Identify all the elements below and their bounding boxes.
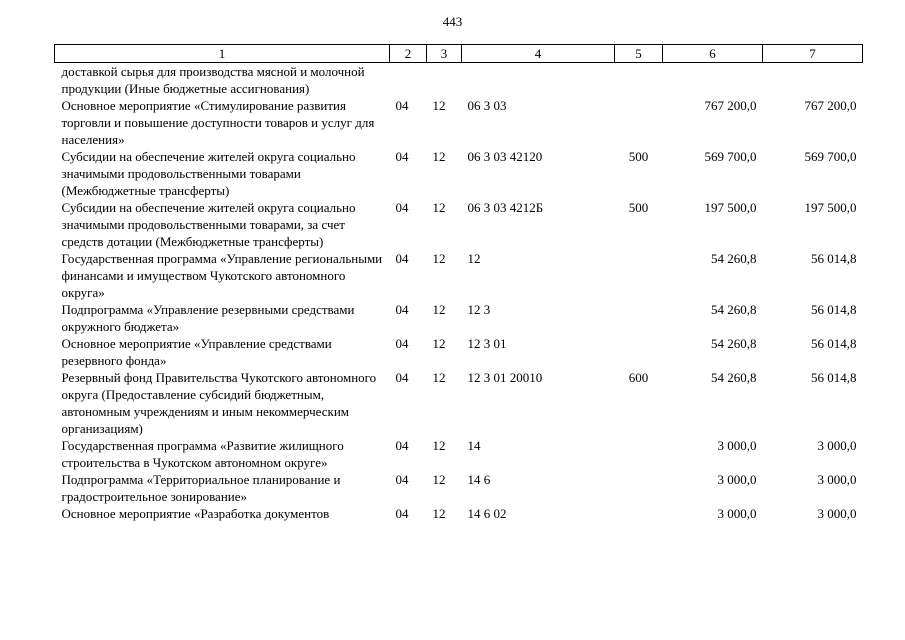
cell-amount2: 56 014,8 [811, 336, 857, 351]
cell-vtype: 600 [628, 370, 649, 385]
cell-subsection: 12 [432, 472, 446, 487]
cell-vtype [615, 97, 663, 148]
cell-vtype [615, 63, 663, 98]
cell-section: 04 [395, 98, 409, 113]
cell-amount1: 569 700,0 [704, 149, 757, 164]
cell-target: 12 [467, 251, 481, 266]
cell-subsection: 12 [432, 302, 446, 317]
cell-amount1: 54 260,8 [711, 251, 757, 266]
cell-amount2: 197 500,0 [804, 200, 857, 215]
cell-section: 04 [395, 370, 409, 385]
cell-amount2: 767 200,0 [804, 98, 857, 113]
cell-name: доставкой сырья для производства мясной и молочной продукции (Иные бюджетные ассигнования) [61, 64, 365, 96]
cell-vtype [615, 335, 663, 369]
table-body [55, 63, 863, 523]
cell-subsection: 12 [432, 438, 446, 453]
cell-name: Основное мероприятие «Стимулирование развития торговли и повышение доступности товаров и услуг для населения» [61, 98, 375, 147]
budget-table [54, 44, 863, 522]
cell-target: 06 3 03 [467, 98, 507, 113]
cell-amount2: 3 000,0 [817, 438, 857, 453]
cell-section: 04 [395, 200, 409, 215]
cell-vtype [615, 250, 663, 301]
cell-target: 14 6 [467, 472, 491, 487]
table-row [55, 437, 863, 471]
cell-amount1: 767 200,0 [704, 98, 757, 113]
cell-subsection: 12 [432, 200, 446, 215]
header-col-amount1: 6 [663, 45, 763, 63]
cell-subsection: 12 [432, 336, 446, 351]
cell-amount2: 3 000,0 [817, 506, 857, 521]
cell-section: 04 [395, 251, 409, 266]
cell-vtype [615, 505, 663, 522]
cell-amount2: 56 014,8 [811, 370, 857, 385]
cell-name: Субсидии на обеспечение жителей округа социально значимыми продовольственными товарами (Межбюджетные трансферты) [61, 149, 356, 198]
cell-subsection: 12 [432, 370, 446, 385]
table-row [55, 369, 863, 437]
cell-name: Государственная программа «Развитие жилищного строительства в Чукотском автономном округе» [61, 438, 344, 470]
cell-vtype: 500 [628, 149, 649, 164]
cell-amount1: 54 260,8 [711, 370, 757, 385]
cell-target: 06 3 03 42120 [467, 149, 543, 164]
cell-amount1: 54 260,8 [711, 336, 757, 351]
cell-amount1: 3 000,0 [717, 472, 757, 487]
cell-section: 04 [395, 506, 409, 521]
cell-subsection: 12 [432, 98, 446, 113]
cell-name: Резервный фонд Правительства Чукотского автономного округа (Предоставление субсидий бюджетным, автономным учреждениям и иным некоммерческим организациям) [61, 370, 377, 436]
cell-name: Государственная программа «Управление региональными финансами и имуществом Чукотского автономного округа» [61, 251, 383, 300]
cell-section: 04 [395, 149, 409, 164]
cell-amount2: 56 014,8 [811, 251, 857, 266]
cell-vtype [615, 301, 663, 335]
table-row [55, 250, 863, 301]
cell-amount1: 54 260,8 [711, 302, 757, 317]
cell-section: 04 [395, 472, 409, 487]
cell-target: 12 3 01 20010 [467, 370, 543, 385]
cell-subsection: 12 [432, 149, 446, 164]
cell-subsection: 12 [432, 251, 446, 266]
cell-target: 14 [467, 438, 481, 453]
cell-target: 12 3 [467, 302, 491, 317]
cell-amount1: 197 500,0 [704, 200, 757, 215]
cell-name: Основное мероприятие «Управление средствами резервного фонда» [61, 336, 332, 368]
cell-target: 14 6 02 [467, 506, 507, 521]
cell-name: Подпрограмма «Территориальное планирование и градостроительное зонирование» [61, 472, 341, 504]
header-col-target: 4 [462, 45, 615, 63]
table-row [55, 335, 863, 369]
cell-subsection: 12 [432, 506, 446, 521]
table-row [55, 199, 863, 250]
page-number: 443 [442, 14, 463, 29]
table-row [55, 505, 863, 522]
table-row [55, 471, 863, 505]
cell-name: Субсидии на обеспечение жителей округа социально значимыми продовольственными товарами, за счет средств дотации (Межбюджетные трансферты) [61, 200, 356, 249]
cell-target: 06 3 03 4212Б [467, 200, 544, 215]
cell-section: 04 [395, 336, 409, 351]
header-row [55, 45, 863, 63]
cell-amount1: 3 000,0 [717, 438, 757, 453]
cell-target [462, 63, 615, 98]
cell-subsection [427, 63, 462, 98]
table-header [55, 45, 863, 63]
cell-section: 04 [395, 302, 409, 317]
table-row [55, 97, 863, 148]
cell-amount2: 569 700,0 [804, 149, 857, 164]
header-col-section: 2 [390, 45, 427, 63]
table-row [55, 301, 863, 335]
cell-name: Основное мероприятие «Разработка документов [61, 506, 330, 521]
cell-vtype: 500 [628, 200, 649, 215]
cell-amount1: 3 000,0 [717, 506, 757, 521]
cell-section [390, 63, 427, 98]
cell-vtype [615, 471, 663, 505]
header-col-subsection: 3 [427, 45, 462, 63]
header-col-amount2: 7 [763, 45, 863, 63]
cell-target: 12 3 01 [467, 336, 507, 351]
table-row [55, 148, 863, 199]
header-col-vtype: 5 [615, 45, 663, 63]
cell-vtype [615, 437, 663, 471]
cell-amount2: 56 014,8 [811, 302, 857, 317]
cell-name: Подпрограмма «Управление резервными средствами окружного бюджета» [61, 302, 355, 334]
cell-amount2 [763, 63, 863, 98]
cell-amount2: 3 000,0 [817, 472, 857, 487]
cell-section: 04 [395, 438, 409, 453]
cell-amount1 [663, 63, 763, 98]
table-row [55, 63, 863, 98]
header-col-name: 1 [55, 45, 390, 63]
